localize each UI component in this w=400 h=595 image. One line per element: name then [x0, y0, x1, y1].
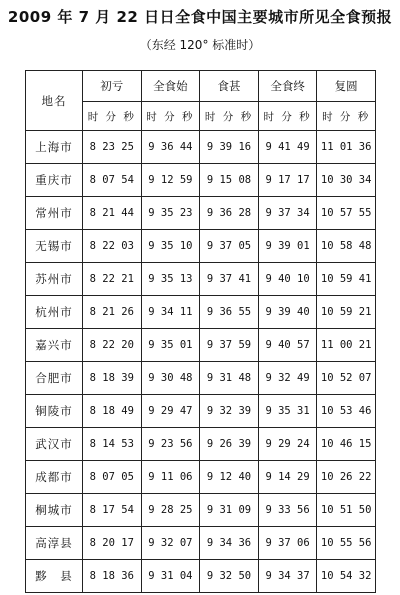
- header-last-contact: 复圆: [317, 71, 376, 102]
- last-contact-time-cell: 11 01 36: [317, 131, 376, 164]
- last-contact-time-cell: 10 54 32: [317, 560, 376, 593]
- table-row: [26, 230, 376, 263]
- first-contact-time-cell: 8 21 44: [83, 197, 142, 230]
- totality-begin-time-cell: 9 35 23: [141, 197, 200, 230]
- city-name-cell: 桐城市: [26, 494, 83, 527]
- totality-begin-time-cell: 9 28 25: [141, 494, 200, 527]
- last-contact-time-cell: 11 00 21: [317, 329, 376, 362]
- city-name-cell: 武汉市: [26, 428, 83, 461]
- first-contact-time-cell: 8 18 49: [83, 395, 142, 428]
- totality-begin-time-cell: 9 35 10: [141, 230, 200, 263]
- first-contact-time-cell: 8 22 20: [83, 329, 142, 362]
- totality-end-time-cell: 9 39 40: [258, 296, 317, 329]
- unit-label: 时 分 秒: [83, 102, 142, 131]
- totality-end-time-cell: 9 35 31: [258, 395, 317, 428]
- totality-end-time-cell: 9 33 56: [258, 494, 317, 527]
- maximum-eclipse-time-cell: 9 34 36: [200, 527, 259, 560]
- table-row: [26, 461, 376, 494]
- totality-begin-time-cell: 9 23 56: [141, 428, 200, 461]
- city-name-cell: 高淳县: [26, 527, 83, 560]
- table-row: [26, 494, 376, 527]
- table-row: [26, 197, 376, 230]
- totality-end-time-cell: 9 40 57: [258, 329, 317, 362]
- maximum-eclipse-time-cell: 9 32 39: [200, 395, 259, 428]
- page-subtitle: （东经 120° 标准时）: [139, 38, 261, 52]
- totality-end-time-cell: 9 14 29: [258, 461, 317, 494]
- totality-begin-time-cell: 9 35 13: [141, 263, 200, 296]
- city-name-cell: 成都市: [26, 461, 83, 494]
- totality-end-time-cell: 9 39 01: [258, 230, 317, 263]
- totality-end-time-cell: 9 34 37: [258, 560, 317, 593]
- last-contact-time-cell: 10 57 55: [317, 197, 376, 230]
- header-totality-end: 全食终: [258, 71, 317, 102]
- city-name-cell: 重庆市: [26, 164, 83, 197]
- totality-end-time-cell: 9 32 49: [258, 362, 317, 395]
- totality-begin-time-cell: 9 32 07: [141, 527, 200, 560]
- last-contact-time-cell: 10 30 34: [317, 164, 376, 197]
- last-contact-time-cell: 10 59 41: [317, 263, 376, 296]
- first-contact-time-cell: 8 07 54: [83, 164, 142, 197]
- city-name-cell: 合肥市: [26, 362, 83, 395]
- last-contact-time-cell: 10 52 07: [317, 362, 376, 395]
- city-name-cell: 常州市: [26, 197, 83, 230]
- unit-label: 时 分 秒: [317, 102, 376, 131]
- totality-end-time-cell: 9 40 10: [258, 263, 317, 296]
- first-contact-time-cell: 8 17 54: [83, 494, 142, 527]
- city-name-cell: 嘉兴市: [26, 329, 83, 362]
- eclipse-table-container: [25, 70, 375, 590]
- table-body: [26, 131, 376, 593]
- table-row: [26, 263, 376, 296]
- city-column-header: 地名: [26, 71, 83, 131]
- table-row: [26, 395, 376, 428]
- maximum-eclipse-time-cell: 9 39 16: [200, 131, 259, 164]
- maximum-eclipse-time-cell: 9 31 48: [200, 362, 259, 395]
- last-contact-time-cell: 10 59 21: [317, 296, 376, 329]
- table-row: [26, 164, 376, 197]
- city-name-cell: 杭州市: [26, 296, 83, 329]
- city-name-cell: 无锡市: [26, 230, 83, 263]
- first-contact-time-cell: 8 14 53: [83, 428, 142, 461]
- totality-end-time-cell: 9 41 49: [258, 131, 317, 164]
- header-first-contact: 初亏: [83, 71, 142, 102]
- first-contact-time-cell: 8 23 25: [83, 131, 142, 164]
- table-row: [26, 131, 376, 164]
- maximum-eclipse-time-cell: 9 12 40: [200, 461, 259, 494]
- first-contact-time-cell: 8 07 05: [83, 461, 142, 494]
- table-row: [26, 428, 376, 461]
- table-row: [26, 560, 376, 593]
- eclipse-forecast-table: [25, 70, 376, 593]
- totality-begin-time-cell: 9 29 47: [141, 395, 200, 428]
- maximum-eclipse-time-cell: 9 37 05: [200, 230, 259, 263]
- last-contact-time-cell: 10 58 48: [317, 230, 376, 263]
- first-contact-time-cell: 8 18 39: [83, 362, 142, 395]
- page-title: 2009 年 7 月 22 日日全食中国主要城市所见全食预报: [7, 8, 393, 26]
- unit-label: 时 分 秒: [258, 102, 317, 131]
- city-name-cell: 铜陵市: [26, 395, 83, 428]
- totality-begin-time-cell: 9 36 44: [141, 131, 200, 164]
- totality-begin-time-cell: 9 34 11: [141, 296, 200, 329]
- maximum-eclipse-time-cell: 9 26 39: [200, 428, 259, 461]
- city-name-cell: 黟 县: [26, 560, 83, 593]
- header-totality-begin: 全食始: [141, 71, 200, 102]
- first-contact-time-cell: 8 22 21: [83, 263, 142, 296]
- table-row: [26, 362, 376, 395]
- last-contact-time-cell: 10 26 22: [317, 461, 376, 494]
- city-name-cell: 苏州市: [26, 263, 83, 296]
- maximum-eclipse-time-cell: 9 31 09: [200, 494, 259, 527]
- totality-end-time-cell: 9 17 17: [258, 164, 317, 197]
- totality-begin-time-cell: 9 11 06: [141, 461, 200, 494]
- totality-end-time-cell: 9 37 06: [258, 527, 317, 560]
- last-contact-time-cell: 10 51 50: [317, 494, 376, 527]
- last-contact-time-cell: 10 46 15: [317, 428, 376, 461]
- unit-label: 时 分 秒: [200, 102, 259, 131]
- totality-begin-time-cell: 9 35 01: [141, 329, 200, 362]
- first-contact-time-cell: 8 22 03: [83, 230, 142, 263]
- totality-begin-time-cell: 9 31 04: [141, 560, 200, 593]
- maximum-eclipse-time-cell: 9 37 59: [200, 329, 259, 362]
- unit-label: 时 分 秒: [141, 102, 200, 131]
- header-row-phases: [26, 71, 376, 102]
- first-contact-time-cell: 8 21 26: [83, 296, 142, 329]
- maximum-eclipse-time-cell: 9 36 55: [200, 296, 259, 329]
- first-contact-time-cell: 8 20 17: [83, 527, 142, 560]
- last-contact-time-cell: 10 53 46: [317, 395, 376, 428]
- maximum-eclipse-time-cell: 9 32 50: [200, 560, 259, 593]
- header-maximum-eclipse: 食甚: [200, 71, 259, 102]
- maximum-eclipse-time-cell: 9 36 28: [200, 197, 259, 230]
- table-header: [26, 71, 376, 131]
- totality-end-time-cell: 9 29 24: [258, 428, 317, 461]
- totality-begin-time-cell: 9 30 48: [141, 362, 200, 395]
- table-row: [26, 527, 376, 560]
- maximum-eclipse-time-cell: 9 15 08: [200, 164, 259, 197]
- maximum-eclipse-time-cell: 9 37 41: [200, 263, 259, 296]
- totality-begin-time-cell: 9 12 59: [141, 164, 200, 197]
- table-row: [26, 329, 376, 362]
- table-row: [26, 296, 376, 329]
- totality-end-time-cell: 9 37 34: [258, 197, 317, 230]
- last-contact-time-cell: 10 55 56: [317, 527, 376, 560]
- first-contact-time-cell: 8 18 36: [83, 560, 142, 593]
- city-name-cell: 上海市: [26, 131, 83, 164]
